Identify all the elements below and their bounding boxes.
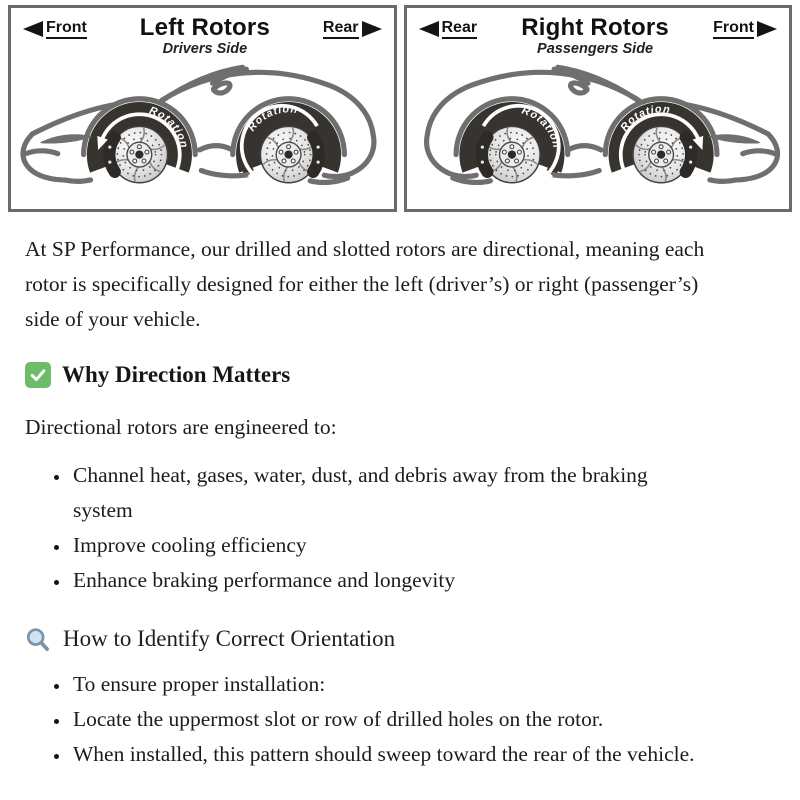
list-item: • Improve cooling efficiency	[71, 528, 689, 563]
panel-title: Left Rotors	[139, 14, 270, 41]
rear-direction-indicator	[419, 20, 478, 39]
front-direction-indicator	[713, 20, 777, 39]
rotor-direction-diagram	[8, 5, 792, 212]
list-item: • Enhance braking performance and longevity	[71, 563, 689, 598]
rotation-label: Rotation	[147, 104, 191, 150]
front-direction-indicator	[23, 20, 87, 39]
list-item: • Locate the uppermost slot or row of drilled holes on the rotor.	[71, 702, 719, 737]
intro-paragraph: At SP Performance, our drilled and slotted rotors are directional, meaning each rotor is specifically designed for either the left (driver’s) or right (passenger’s) side of your vehicle.	[25, 237, 705, 331]
car-illustration-left-side	[11, 57, 394, 209]
list-item: • To ensure proper installation:	[71, 667, 719, 702]
right-rotors-panel	[404, 5, 793, 212]
direction-label: Rear	[442, 20, 478, 39]
list-item: • When installed, this pattern should sweep toward the rear of the vehicle.	[71, 737, 719, 772]
arrow-right-icon	[757, 21, 777, 37]
right-panel-header	[407, 8, 790, 57]
rear-direction-indicator	[323, 20, 382, 39]
direction-label: Front	[46, 20, 87, 39]
rotation-label: Rotation	[617, 103, 671, 134]
magnifying-glass-icon	[25, 627, 52, 654]
installation-steps-list	[25, 667, 770, 772]
arrow-right-icon	[362, 21, 382, 37]
panel-subtitle: Passengers Side	[537, 41, 654, 58]
rotation-label: Rotation	[519, 104, 563, 150]
arrow-left-icon	[23, 21, 43, 37]
benefits-list	[25, 458, 770, 598]
lead-paragraph: Directional rotors are engineered to:	[25, 414, 337, 439]
section-heading-how-to-identify	[25, 624, 770, 654]
rotation-label: Rotation	[245, 103, 299, 134]
article-body	[0, 212, 800, 782]
left-panel-header	[11, 8, 394, 57]
left-panel-title-group	[140, 15, 270, 57]
section-heading-why-direction-matters	[25, 361, 770, 389]
section-heading-text: How to Identify Correct Orientation	[63, 625, 396, 651]
arrow-left-icon	[419, 21, 439, 37]
panel-subtitle: Drivers Side	[162, 41, 248, 58]
check-mark-icon	[25, 362, 51, 388]
right-panel-title-group	[521, 15, 669, 57]
direction-label: Front	[713, 20, 754, 39]
direction-label: Rear	[323, 20, 359, 39]
left-rotors-panel	[8, 5, 397, 212]
panel-title: Right Rotors	[521, 14, 669, 41]
section-heading-text: Why Direction Matters	[62, 362, 291, 387]
car-illustration-right-side	[407, 57, 790, 209]
list-item: • Channel heat, gases, water, dust, and debris away from the braking system	[71, 458, 689, 528]
